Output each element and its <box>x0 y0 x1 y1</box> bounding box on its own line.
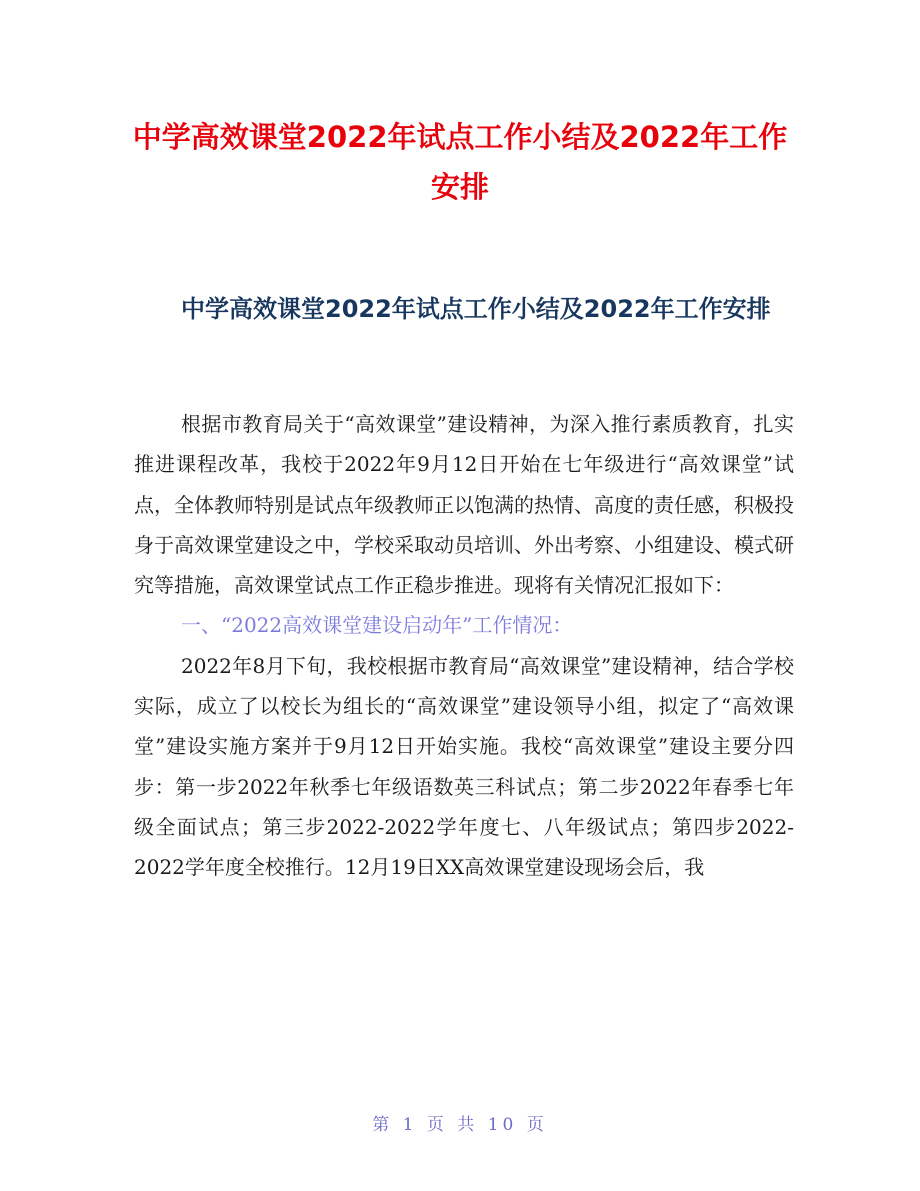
intro-paragraph: 根据市教育局关于“高效课堂”建设精神，为深入推行素质教育，扎实推进课程改革，我校于2022年9月12日开始在七年级进行“高效课堂”试点，全体教师特别是试点年级教师正以饱满的热情、高度的责任感，积极投身于高效课堂建设之中，学校采取动员培训、外出考察、小组建设、模式研究等措施，高效课堂试点工作正稳步推进。现将有关情况汇报如下： <box>134 412 794 598</box>
document-title: 中学高效课堂2022年试点工作小结及2022年工作安排 <box>132 120 788 204</box>
section-paragraph-1: 2022年8月下旬，我校根据市教育局“高效课堂”建设精神，结合学校实际，成立了以校长为组长的“高效课堂”建设领导小组，拟定了“高效课堂”建设实施方案并于9月12日开始实施。我校“高效课堂”建设主要分四步：第一步2022年秋季七年级语数英三科试点；第二步2022年春季七年级全面试点；第三步2022-2022学年度七、八年级试点；第四步2022-2022学年度全校推行。12月19日XX高效课堂建设现场会后，我 <box>134 653 794 880</box>
section-heading-1: 一、“2022高效课堂建设启动年”工作情况： <box>181 613 573 638</box>
section-main-heading: 中学高效课堂2022年试点工作小结及2022年工作安排 <box>181 295 771 323</box>
document-body <box>134 404 794 888</box>
page-number-footer: 第 1 页 共 10 页 <box>372 1115 548 1135</box>
